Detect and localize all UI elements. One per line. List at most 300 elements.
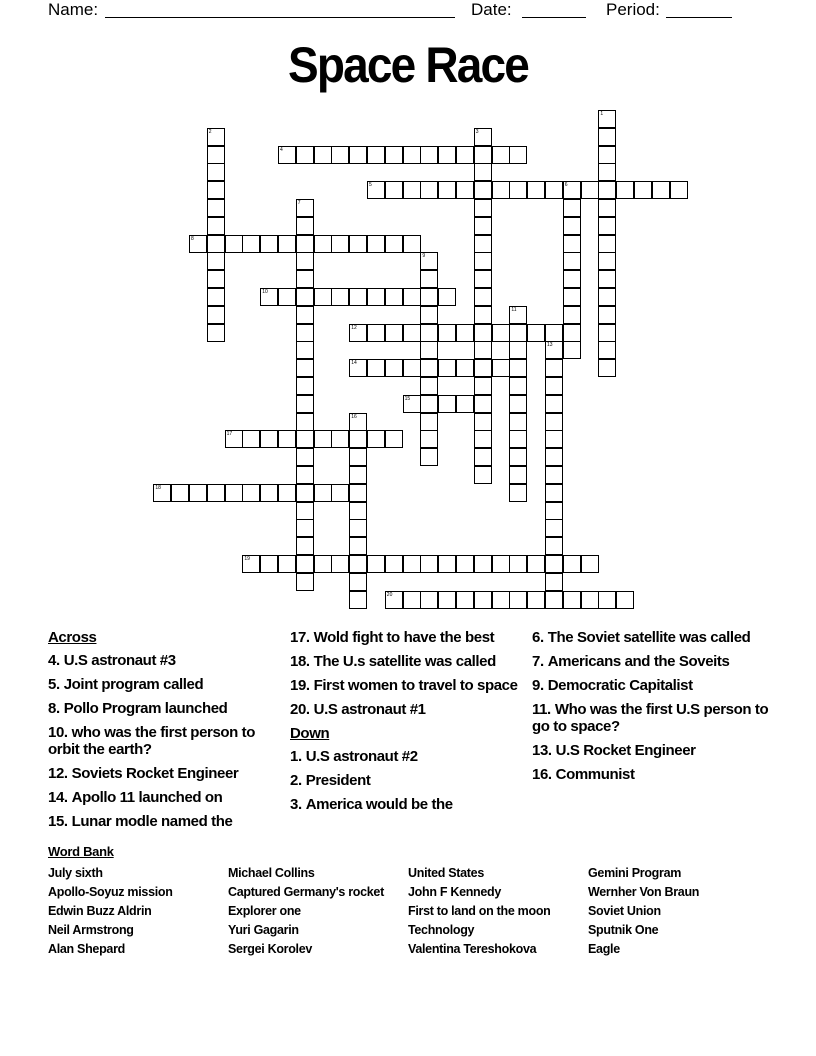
crossword-cell[interactable] (403, 324, 421, 342)
word-bank-item: Michael Collins (228, 866, 315, 880)
crossword-cell[interactable] (331, 555, 349, 573)
crossword-cell[interactable] (509, 341, 527, 359)
word-bank-item: Sputnik One (588, 923, 659, 937)
crossword-cell[interactable] (420, 591, 438, 609)
crossword-cell[interactable] (349, 537, 367, 555)
clue-down-2: 2. President (290, 772, 371, 789)
crossword-cell[interactable] (420, 288, 438, 306)
crossword-cell[interactable] (207, 270, 225, 288)
crossword-cell[interactable] (314, 146, 332, 164)
crossword-cell[interactable] (403, 181, 421, 199)
down-heading: Down (290, 725, 330, 742)
crossword-cell[interactable] (367, 359, 385, 377)
crossword-cell[interactable] (474, 217, 492, 235)
crossword-cell[interactable] (598, 252, 616, 270)
crossword-cell[interactable] (420, 270, 438, 288)
crossword-cell[interactable] (385, 146, 403, 164)
crossword-cell[interactable] (527, 591, 545, 609)
crossword-cell[interactable] (403, 235, 421, 253)
crossword-cell[interactable] (563, 199, 581, 217)
crossword-cell[interactable] (420, 324, 438, 342)
word-bank-item: Sergei Korolev (228, 942, 313, 956)
clue-down-3: 3. America would be the (290, 796, 453, 813)
crossword-cell[interactable] (509, 466, 527, 484)
crossword-cell[interactable] (207, 146, 225, 164)
crossword-cell[interactable] (492, 181, 510, 199)
crossword-cell[interactable] (296, 448, 314, 466)
cell-number: 14 (351, 360, 357, 367)
crossword-cell[interactable] (420, 448, 438, 466)
crossword-cell[interactable] (367, 324, 385, 342)
cell-number: 8 (191, 235, 194, 242)
crossword-cell[interactable] (420, 306, 438, 324)
crossword-cell[interactable] (278, 430, 296, 448)
crossword-cell[interactable] (225, 235, 243, 253)
crossword-cell[interactable] (367, 555, 385, 573)
clue-down-16: 16. Communist (532, 766, 635, 783)
clue-down-9: 9. Democratic Capitalist (532, 677, 693, 694)
crossword-cell[interactable] (474, 324, 492, 342)
crossword-cell[interactable] (456, 591, 474, 609)
cell-number: 2 (208, 128, 212, 135)
crossword-cell[interactable] (438, 359, 456, 377)
crossword-cell[interactable] (296, 430, 314, 448)
crossword-cell[interactable] (474, 270, 492, 288)
crossword-cell[interactable] (385, 324, 403, 342)
clue-across-10: 10. who was the first person to orbit the earth? (48, 724, 256, 758)
crossword-cell[interactable] (207, 163, 225, 181)
crossword-cell[interactable] (385, 235, 403, 253)
cell-number: 10 (262, 289, 268, 295)
crossword-cell[interactable] (420, 181, 438, 199)
crossword-cell[interactable] (563, 591, 581, 609)
crossword-cell[interactable] (296, 146, 314, 164)
crossword-cell[interactable] (296, 466, 314, 484)
crossword-cell[interactable] (598, 163, 616, 181)
crossword-cell[interactable] (403, 288, 421, 306)
cell-number: 12 (351, 324, 357, 331)
crossword-cell[interactable] (474, 288, 492, 306)
word-bank-item: Wernher Von Braun (588, 885, 700, 899)
crossword-cell[interactable] (296, 395, 314, 413)
crossword-cell[interactable] (509, 359, 527, 377)
crossword-cell[interactable] (207, 128, 225, 146)
word-bank-item: Apollo-Soyuz mission (48, 885, 173, 899)
crossword-cell[interactable] (296, 288, 314, 306)
crossword-cell[interactable] (456, 324, 474, 342)
crossword-cell[interactable] (385, 591, 403, 609)
crossword-cell[interactable] (474, 163, 492, 181)
crossword-cell[interactable] (474, 448, 492, 466)
crossword-cell[interactable] (296, 555, 314, 573)
crossword-cell[interactable] (563, 217, 581, 235)
crossword-cell[interactable] (474, 252, 492, 270)
crossword-cell[interactable] (314, 430, 332, 448)
crossword-cell[interactable] (563, 341, 581, 359)
crossword-cell[interactable] (207, 217, 225, 235)
crossword-cell[interactable] (474, 395, 492, 413)
crossword-cell[interactable] (349, 324, 367, 342)
crossword-cell[interactable] (349, 430, 367, 448)
crossword-cell[interactable] (527, 555, 545, 573)
word-bank-column-1 (48, 864, 173, 959)
crossword-cell[interactable] (563, 181, 581, 199)
crossword-cell[interactable] (314, 235, 332, 253)
crossword-cell[interactable] (456, 146, 474, 164)
crossword-cell[interactable] (349, 573, 367, 591)
crossword-cell[interactable] (598, 181, 616, 199)
crossword-cell[interactable] (545, 591, 563, 609)
crossword-cell[interactable] (527, 181, 545, 199)
crossword-cell[interactable] (598, 341, 616, 359)
cell-number: 6 (564, 182, 568, 189)
crossword-cell[interactable] (509, 413, 527, 431)
crossword-cell[interactable] (456, 395, 474, 413)
crossword-cell[interactable] (260, 288, 278, 306)
crossword-cell[interactable] (331, 288, 349, 306)
crossword-cell[interactable] (242, 430, 260, 448)
cell-number: 13 (547, 342, 553, 349)
crossword-cell[interactable] (438, 146, 456, 164)
crossword-cell[interactable] (296, 484, 314, 502)
crossword-cell[interactable] (545, 430, 563, 448)
crossword-cell[interactable] (385, 555, 403, 573)
clue-across-12: 12. Soviets Rocket Engineer (48, 765, 239, 782)
crossword-cell[interactable] (456, 359, 474, 377)
crossword-cell[interactable] (278, 288, 296, 306)
crossword-cell[interactable] (189, 235, 207, 253)
crossword-cell[interactable] (598, 110, 616, 128)
crossword-cell[interactable] (420, 359, 438, 377)
crossword-cell[interactable] (474, 235, 492, 253)
crossword-cell[interactable] (563, 555, 581, 573)
word-bank-column-4 (588, 864, 699, 959)
crossword-cell[interactable] (225, 484, 243, 502)
crossword-cell[interactable] (349, 519, 367, 537)
crossword-cell[interactable] (385, 430, 403, 448)
crossword-cell[interactable] (509, 591, 527, 609)
crossword-cell[interactable] (509, 306, 527, 324)
crossword-cell[interactable] (438, 395, 456, 413)
crossword-cell[interactable] (349, 288, 367, 306)
crossword-cell[interactable] (225, 430, 243, 448)
crossword-cell[interactable] (474, 466, 492, 484)
crossword-cell[interactable] (278, 235, 296, 253)
word-bank-item: Alan Shepard (48, 942, 125, 956)
crossword-cell[interactable] (296, 519, 314, 537)
word-bank-column-2 (228, 864, 384, 959)
crossword-cell[interactable] (598, 270, 616, 288)
crossword-cell[interactable] (545, 359, 563, 377)
word-bank-item: Yuri Gagarin (228, 923, 299, 937)
word-bank-item: First to land on the moon (408, 904, 551, 918)
crossword-cell[interactable] (296, 341, 314, 359)
crossword-cell[interactable] (349, 555, 367, 573)
crossword-cell[interactable] (242, 555, 260, 573)
crossword-cell[interactable] (420, 395, 438, 413)
crossword-cell[interactable] (349, 466, 367, 484)
period-label: Period: (606, 0, 660, 19)
crossword-cell[interactable] (438, 181, 456, 199)
crossword-cell[interactable] (153, 484, 171, 502)
crossword-cell[interactable] (492, 359, 510, 377)
crossword-cell[interactable] (456, 181, 474, 199)
crossword-cell[interactable] (420, 377, 438, 395)
crossword-cell[interactable] (420, 341, 438, 359)
crossword-cell[interactable] (492, 591, 510, 609)
crossword-cell[interactable] (260, 430, 278, 448)
crossword-cell[interactable] (474, 591, 492, 609)
crossword-cell[interactable] (545, 341, 563, 359)
crossword-cell[interactable] (420, 413, 438, 431)
word-bank-item: July sixth (48, 866, 103, 880)
cell-number: 3 (475, 128, 479, 135)
crossword-cell[interactable] (474, 377, 492, 395)
crossword-cell[interactable] (581, 555, 599, 573)
crossword-cell[interactable] (616, 591, 634, 609)
crossword-cell[interactable] (331, 235, 349, 253)
crossword-cell[interactable] (296, 502, 314, 520)
cell-number: 15 (404, 395, 411, 402)
crossword-cell[interactable] (545, 502, 563, 520)
crossword-cell[interactable] (598, 324, 616, 342)
crossword-cell[interactable] (509, 377, 527, 395)
crossword-cell[interactable] (492, 324, 510, 342)
crossword-cell[interactable] (296, 306, 314, 324)
crossword-cell[interactable] (563, 324, 581, 342)
crossword-cell[interactable] (509, 395, 527, 413)
crossword-cell[interactable] (563, 306, 581, 324)
crossword-cell[interactable] (634, 181, 652, 199)
word-bank-item: Valentina Tereshokova (408, 942, 537, 956)
crossword-cell[interactable] (171, 484, 189, 502)
crossword-cell[interactable] (509, 484, 527, 502)
crossword-cell[interactable] (403, 555, 421, 573)
crossword-cell[interactable] (385, 181, 403, 199)
crossword-cell[interactable] (545, 466, 563, 484)
crossword-cell[interactable] (403, 146, 421, 164)
crossword-cell[interactable] (278, 146, 296, 164)
crossword-cell[interactable] (403, 591, 421, 609)
crossword-cell[interactable] (492, 555, 510, 573)
crossword-cell[interactable] (349, 448, 367, 466)
crossword-cell[interactable] (670, 181, 688, 199)
crossword-cell[interactable] (385, 288, 403, 306)
crossword-cell[interactable] (474, 555, 492, 573)
crossword-cell[interactable] (474, 199, 492, 217)
crossword-cell[interactable] (349, 359, 367, 377)
crossword-cell[interactable] (349, 146, 367, 164)
crossword-cell[interactable] (509, 181, 527, 199)
crossword-cell[interactable] (296, 573, 314, 591)
word-bank-item: Neil Armstrong (48, 923, 134, 937)
date-label: Date: (471, 0, 512, 19)
crossword-cell[interactable] (563, 252, 581, 270)
crossword-cell[interactable] (438, 555, 456, 573)
crossword-cell[interactable] (296, 217, 314, 235)
crossword-cell[interactable] (545, 484, 563, 502)
crossword-cell[interactable] (367, 430, 385, 448)
page-title: Space Race (288, 37, 528, 93)
crossword-cell[interactable] (545, 324, 563, 342)
crossword-cell[interactable] (598, 359, 616, 377)
word-bank-item: Edwin Buzz Aldrin (48, 904, 152, 918)
crossword-cell[interactable] (545, 448, 563, 466)
crossword-cell[interactable] (242, 484, 260, 502)
crossword-cell[interactable] (260, 484, 278, 502)
name-label: Name: (48, 0, 99, 19)
cell-number: 5 (369, 182, 372, 189)
crossword-cell[interactable] (420, 146, 438, 164)
crossword-cell[interactable] (385, 359, 403, 377)
crossword-cell[interactable] (545, 573, 563, 591)
crossword-cell[interactable] (207, 484, 225, 502)
crossword-cell[interactable] (598, 199, 616, 217)
crossword-cell[interactable] (189, 484, 207, 502)
crossword-cell[interactable] (296, 359, 314, 377)
crossword-cell[interactable] (314, 555, 332, 573)
crossword-cell[interactable] (545, 555, 563, 573)
crossword-cell[interactable] (296, 235, 314, 253)
cell-number: 7 (297, 200, 301, 206)
crossword-cell[interactable] (331, 146, 349, 164)
crossword-cell[interactable] (581, 591, 599, 609)
crossword-cell[interactable] (598, 146, 616, 164)
clues-column-2 (290, 629, 520, 820)
crossword-cell[interactable] (545, 413, 563, 431)
crossword-cell[interactable] (403, 359, 421, 377)
crossword-cell[interactable] (438, 591, 456, 609)
clue-across-8: 8. Pollo Program launched (48, 700, 228, 717)
crossword-cell[interactable] (598, 591, 616, 609)
crossword-cell[interactable] (207, 306, 225, 324)
crossword-cell[interactable] (207, 199, 225, 217)
clue-across-4: 4. U.S astronaut #3 (48, 652, 176, 669)
word-bank-column-3 (408, 864, 551, 959)
crossword-cell[interactable] (403, 395, 421, 413)
crossword-cell[interactable] (456, 555, 474, 573)
word-bank-item: Gemini Program (588, 866, 682, 880)
crossword-cell[interactable] (367, 288, 385, 306)
crossword-cell[interactable] (509, 324, 527, 342)
cell-number: 11 (511, 306, 517, 313)
crossword-cell[interactable] (616, 181, 634, 199)
word-bank-item: Captured Germany's rocket (228, 885, 384, 899)
crossword-cell[interactable] (545, 181, 563, 199)
crossword-cell[interactable] (314, 288, 332, 306)
crossword-cell[interactable] (367, 235, 385, 253)
crossword-cell[interactable] (474, 341, 492, 359)
clues-column-1 (48, 629, 278, 837)
crossword-cell[interactable] (545, 395, 563, 413)
crossword-cell[interactable] (207, 181, 225, 199)
crossword-cell[interactable] (367, 146, 385, 164)
word-bank-title: Word Bank (48, 844, 114, 859)
crossword-cell[interactable] (563, 270, 581, 288)
crossword-cell[interactable] (331, 430, 349, 448)
crossword-cell[interactable] (207, 235, 225, 253)
crossword-cell[interactable] (527, 324, 545, 342)
crossword-cell[interactable] (598, 128, 616, 146)
crossword-cell[interactable] (509, 146, 527, 164)
crossword-cell[interactable] (296, 270, 314, 288)
crossword-cell[interactable] (314, 484, 332, 502)
crossword-cell[interactable] (509, 430, 527, 448)
crossword-cell[interactable] (207, 252, 225, 270)
crossword-cell[interactable] (474, 359, 492, 377)
crossword-cell[interactable] (438, 324, 456, 342)
crossword-cell[interactable] (563, 235, 581, 253)
cell-number: 1 (600, 111, 604, 117)
cell-number: 9 (422, 253, 426, 260)
cell-number: 19 (244, 556, 250, 562)
crossword-cell[interactable] (563, 288, 581, 306)
word-bank-item: John F Kennedy (408, 885, 502, 899)
crossword-cell[interactable] (278, 555, 296, 573)
crossword-cell[interactable] (545, 537, 563, 555)
crossword-cell[interactable] (296, 252, 314, 270)
crossword-cell[interactable] (296, 324, 314, 342)
crossword-cell[interactable] (598, 235, 616, 253)
clue-down-11: 11. Who was the first U.S person to go to space? (532, 701, 769, 735)
crossword-cell[interactable] (260, 555, 278, 573)
crossword-cell[interactable] (296, 199, 314, 217)
word-bank-item: Explorer one (228, 904, 301, 918)
crossword-cell[interactable] (474, 146, 492, 164)
crossword-cell[interactable] (349, 413, 367, 431)
crossword-cell[interactable] (598, 217, 616, 235)
crossword-cell[interactable] (509, 555, 527, 573)
crossword-cell[interactable] (207, 324, 225, 342)
word-bank-item: Soviet Union (588, 904, 661, 918)
crossword-cell[interactable] (598, 306, 616, 324)
crossword-cell[interactable] (349, 591, 367, 609)
crossword-cell[interactable] (260, 235, 278, 253)
crossword-cell[interactable] (349, 235, 367, 253)
crossword-cell[interactable] (207, 288, 225, 306)
clue-down-7: 7. Americans and the Soveits (532, 653, 730, 670)
crossword-cell[interactable] (242, 235, 260, 253)
crossword-cell[interactable] (278, 484, 296, 502)
crossword-cell[interactable] (474, 181, 492, 199)
crossword-cell[interactable] (438, 288, 456, 306)
clue-across-5: 5. Joint program called (48, 676, 204, 693)
crossword-cell[interactable] (420, 430, 438, 448)
crossword-cell[interactable] (296, 413, 314, 431)
crossword-cell[interactable] (545, 377, 563, 395)
cell-number: 16 (351, 413, 357, 420)
word-bank-item: Eagle (588, 942, 620, 956)
crossword-cell[interactable] (474, 306, 492, 324)
crossword-cell[interactable] (545, 519, 563, 537)
crossword-cell[interactable] (420, 252, 438, 270)
crossword-cell[interactable] (367, 181, 385, 199)
crossword-cell[interactable] (349, 502, 367, 520)
crossword-cell[interactable] (509, 448, 527, 466)
crossword-cell[interactable] (349, 484, 367, 502)
crossword-cell[interactable] (598, 288, 616, 306)
crossword-cell[interactable] (331, 484, 349, 502)
crossword-cell[interactable] (492, 146, 510, 164)
crossword-cell[interactable] (296, 377, 314, 395)
crossword-cell[interactable] (581, 181, 599, 199)
crossword-cell[interactable] (474, 430, 492, 448)
crossword-cell[interactable] (652, 181, 670, 199)
crossword-cell[interactable] (296, 537, 314, 555)
crossword-cell[interactable] (420, 555, 438, 573)
crossword-cell[interactable] (474, 128, 492, 146)
crossword-cell[interactable] (474, 413, 492, 431)
